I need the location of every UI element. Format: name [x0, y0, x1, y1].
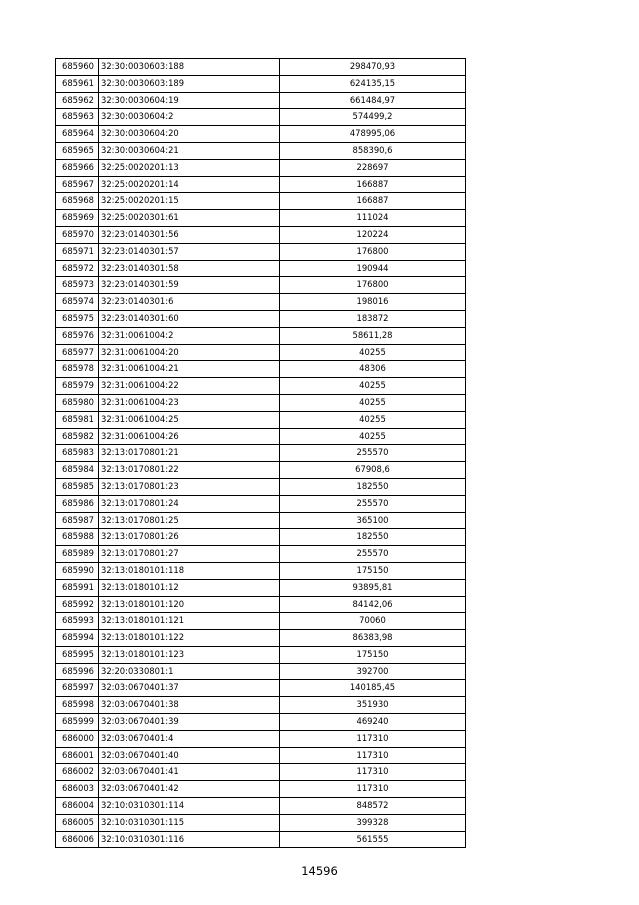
- row-number-cell: 685978: [56, 361, 99, 378]
- value-cell: 255570: [280, 546, 466, 563]
- value-cell: 40255: [280, 378, 466, 395]
- row-number-cell: 686000: [56, 730, 99, 747]
- value-cell: 48306: [280, 361, 466, 378]
- cadastral-number-cell: 32:13:0170801:21: [99, 445, 280, 462]
- cadastral-number-cell: 32:03:0670401:42: [99, 781, 280, 798]
- row-number-cell: 685966: [56, 159, 99, 176]
- table-row: [56, 260, 466, 277]
- value-cell: 117310: [280, 764, 466, 781]
- value-cell: 351930: [280, 697, 466, 714]
- table-row: [56, 562, 466, 579]
- row-number-cell: 685962: [56, 92, 99, 109]
- table-row: [56, 327, 466, 344]
- table-row: [56, 663, 466, 680]
- value-cell: 848572: [280, 798, 466, 815]
- value-cell: 40255: [280, 428, 466, 445]
- table-row: [56, 92, 466, 109]
- value-cell: 255570: [280, 495, 466, 512]
- cadastral-number-cell: 32:23:0140301:58: [99, 260, 280, 277]
- cadastral-number-cell: 32:13:0170801:23: [99, 478, 280, 495]
- value-cell: 399328: [280, 814, 466, 831]
- row-number-cell: 685989: [56, 546, 99, 563]
- row-number-cell: 685976: [56, 327, 99, 344]
- cadastral-number-cell: 32:13:0170801:25: [99, 512, 280, 529]
- row-number-cell: 685964: [56, 126, 99, 143]
- table-row: [56, 512, 466, 529]
- value-cell: 86383,98: [280, 630, 466, 647]
- cadastral-number-cell: 32:10:0310301:114: [99, 798, 280, 815]
- row-number-cell: 685971: [56, 243, 99, 260]
- value-cell: 140185,45: [280, 680, 466, 697]
- cadastral-number-cell: 32:30:0030603:188: [99, 59, 280, 76]
- table-row: [56, 193, 466, 210]
- cadastral-number-cell: 32:30:0030604:2: [99, 109, 280, 126]
- table-row: [56, 596, 466, 613]
- value-cell: 67908,6: [280, 462, 466, 479]
- cadastral-number-cell: 32:31:0061004:22: [99, 378, 280, 395]
- row-number-cell: 686005: [56, 814, 99, 831]
- table-row: [56, 831, 466, 848]
- cadastral-number-cell: 32:10:0310301:115: [99, 814, 280, 831]
- cadastral-number-cell: 32:25:0020301:61: [99, 210, 280, 227]
- table-row: [56, 210, 466, 227]
- row-number-cell: 685983: [56, 445, 99, 462]
- row-number-cell: 685970: [56, 226, 99, 243]
- value-cell: 392700: [280, 663, 466, 680]
- row-number-cell: 685992: [56, 596, 99, 613]
- table-row: [56, 445, 466, 462]
- cadastral-number-cell: 32:03:0670401:40: [99, 747, 280, 764]
- cadastral-number-cell: 32:25:0020201:14: [99, 176, 280, 193]
- cadastral-number-cell: 32:13:0170801:22: [99, 462, 280, 479]
- table-row: [56, 277, 466, 294]
- value-cell: 117310: [280, 730, 466, 747]
- table-row: [56, 529, 466, 546]
- value-cell: 624135,15: [280, 75, 466, 92]
- row-number-cell: 686001: [56, 747, 99, 764]
- row-number-cell: 685998: [56, 697, 99, 714]
- cadastral-number-cell: 32:03:0670401:38: [99, 697, 280, 714]
- row-number-cell: 685993: [56, 613, 99, 630]
- cadastral-number-cell: 32:13:0180101:120: [99, 596, 280, 613]
- table-row: [56, 226, 466, 243]
- cadastral-number-cell: 32:31:0061004:26: [99, 428, 280, 445]
- row-number-cell: 685975: [56, 310, 99, 327]
- value-cell: 58611,28: [280, 327, 466, 344]
- value-cell: 190944: [280, 260, 466, 277]
- value-cell: 561555: [280, 831, 466, 848]
- value-cell: 176800: [280, 277, 466, 294]
- row-number-cell: 685982: [56, 428, 99, 445]
- cadastral-number-cell: 32:30:0030604:21: [99, 142, 280, 159]
- row-number-cell: 685984: [56, 462, 99, 479]
- row-number-cell: 685980: [56, 394, 99, 411]
- cadastral-number-cell: 32:30:0030604:19: [99, 92, 280, 109]
- table-row: [56, 310, 466, 327]
- value-cell: 40255: [280, 411, 466, 428]
- cadastral-number-cell: 32:25:0020201:13: [99, 159, 280, 176]
- row-number-cell: 685999: [56, 714, 99, 731]
- cadastral-number-cell: 32:23:0140301:60: [99, 310, 280, 327]
- table-row: [56, 361, 466, 378]
- table-row: [56, 142, 466, 159]
- table-row: [56, 764, 466, 781]
- table-row: [56, 747, 466, 764]
- value-cell: 176800: [280, 243, 466, 260]
- cadastral-number-cell: 32:31:0061004:23: [99, 394, 280, 411]
- value-cell: 574499,2: [280, 109, 466, 126]
- table-row: [56, 394, 466, 411]
- row-number-cell: 685987: [56, 512, 99, 529]
- cadastral-number-cell: 32:03:0670401:4: [99, 730, 280, 747]
- row-number-cell: 685967: [56, 176, 99, 193]
- value-cell: 469240: [280, 714, 466, 731]
- cadastral-number-cell: 32:10:0310301:116: [99, 831, 280, 848]
- table-row: [56, 546, 466, 563]
- row-number-cell: 685995: [56, 646, 99, 663]
- row-number-cell: 685981: [56, 411, 99, 428]
- table-row: [56, 109, 466, 126]
- row-number-cell: 685996: [56, 663, 99, 680]
- table-row: [56, 478, 466, 495]
- table-row: [56, 176, 466, 193]
- row-number-cell: 685991: [56, 579, 99, 596]
- value-cell: 182550: [280, 529, 466, 546]
- value-cell: 166887: [280, 176, 466, 193]
- table-row: [56, 59, 466, 76]
- cadastral-number-cell: 32:31:0061004:2: [99, 327, 280, 344]
- cadastral-number-cell: 32:23:0140301:57: [99, 243, 280, 260]
- value-cell: 117310: [280, 781, 466, 798]
- value-cell: 183872: [280, 310, 466, 327]
- value-cell: 175150: [280, 562, 466, 579]
- table-row: [56, 730, 466, 747]
- table-row: [56, 680, 466, 697]
- row-number-cell: 686006: [56, 831, 99, 848]
- table-row: [56, 126, 466, 143]
- row-number-cell: 685974: [56, 294, 99, 311]
- cadastral-number-cell: 32:31:0061004:25: [99, 411, 280, 428]
- value-cell: 478995,06: [280, 126, 466, 143]
- table-row: [56, 378, 466, 395]
- value-cell: 228697: [280, 159, 466, 176]
- row-number-cell: 686002: [56, 764, 99, 781]
- table-body: [56, 59, 466, 848]
- cadastral-number-cell: 32:13:0180101:122: [99, 630, 280, 647]
- cadastral-number-cell: 32:13:0180101:123: [99, 646, 280, 663]
- row-number-cell: 686004: [56, 798, 99, 815]
- cadastral-number-cell: 32:30:0030604:20: [99, 126, 280, 143]
- value-cell: 175150: [280, 646, 466, 663]
- row-number-cell: 685986: [56, 495, 99, 512]
- table-row: [56, 613, 466, 630]
- value-cell: 661484,97: [280, 92, 466, 109]
- table-row: [56, 294, 466, 311]
- value-cell: 93895,81: [280, 579, 466, 596]
- value-cell: 84142,06: [280, 596, 466, 613]
- row-number-cell: 685960: [56, 59, 99, 76]
- table-row: [56, 579, 466, 596]
- value-cell: 70060: [280, 613, 466, 630]
- value-cell: 182550: [280, 478, 466, 495]
- value-cell: 365100: [280, 512, 466, 529]
- row-number-cell: 685961: [56, 75, 99, 92]
- table-row: [56, 714, 466, 731]
- page-number: 14596: [301, 864, 338, 878]
- value-cell: 111024: [280, 210, 466, 227]
- row-number-cell: 686003: [56, 781, 99, 798]
- cadastral-number-cell: 32:13:0180101:121: [99, 613, 280, 630]
- row-number-cell: 685969: [56, 210, 99, 227]
- cadastral-number-cell: 32:25:0020201:15: [99, 193, 280, 210]
- value-cell: 166887: [280, 193, 466, 210]
- value-cell: 198016: [280, 294, 466, 311]
- table-row: [56, 646, 466, 663]
- cadastral-number-cell: 32:31:0061004:21: [99, 361, 280, 378]
- value-cell: 858390,6: [280, 142, 466, 159]
- row-number-cell: 685977: [56, 344, 99, 361]
- value-cell: 298470,93: [280, 59, 466, 76]
- row-number-cell: 685997: [56, 680, 99, 697]
- row-number-cell: 685979: [56, 378, 99, 395]
- value-cell: 255570: [280, 445, 466, 462]
- table-row: [56, 630, 466, 647]
- table-row: [56, 462, 466, 479]
- table-row: [56, 411, 466, 428]
- table-row: [56, 75, 466, 92]
- cadastral-number-cell: 32:03:0670401:41: [99, 764, 280, 781]
- cadastral-number-cell: 32:23:0140301:59: [99, 277, 280, 294]
- row-number-cell: 685963: [56, 109, 99, 126]
- table-row: [56, 159, 466, 176]
- row-number-cell: 685990: [56, 562, 99, 579]
- cadastral-number-cell: 32:03:0670401:37: [99, 680, 280, 697]
- row-number-cell: 685994: [56, 630, 99, 647]
- table-row: [56, 781, 466, 798]
- cadastral-number-cell: 32:23:0140301:56: [99, 226, 280, 243]
- value-cell: 120224: [280, 226, 466, 243]
- row-number-cell: 685973: [56, 277, 99, 294]
- value-cell: 40255: [280, 344, 466, 361]
- value-cell: 117310: [280, 747, 466, 764]
- cadastral-number-cell: 32:23:0140301:6: [99, 294, 280, 311]
- cadastral-number-cell: 32:30:0030603:189: [99, 75, 280, 92]
- table-row: [56, 697, 466, 714]
- data-table: [55, 58, 466, 848]
- cadastral-number-cell: 32:31:0061004:20: [99, 344, 280, 361]
- row-number-cell: 685965: [56, 142, 99, 159]
- data-table-container: [55, 58, 466, 848]
- table-row: [56, 428, 466, 445]
- cadastral-number-cell: 32:13:0180101:118: [99, 562, 280, 579]
- table-row: [56, 495, 466, 512]
- row-number-cell: 685985: [56, 478, 99, 495]
- cadastral-number-cell: 32:13:0170801:24: [99, 495, 280, 512]
- row-number-cell: 685968: [56, 193, 99, 210]
- table-row: [56, 798, 466, 815]
- table-row: [56, 814, 466, 831]
- table-row: [56, 344, 466, 361]
- row-number-cell: 685988: [56, 529, 99, 546]
- cadastral-number-cell: 32:13:0180101:12: [99, 579, 280, 596]
- cadastral-number-cell: 32:20:0330801:1: [99, 663, 280, 680]
- table-row: [56, 243, 466, 260]
- cadastral-number-cell: 32:13:0170801:26: [99, 529, 280, 546]
- row-number-cell: 685972: [56, 260, 99, 277]
- value-cell: 40255: [280, 394, 466, 411]
- cadastral-number-cell: 32:13:0170801:27: [99, 546, 280, 563]
- cadastral-number-cell: 32:03:0670401:39: [99, 714, 280, 731]
